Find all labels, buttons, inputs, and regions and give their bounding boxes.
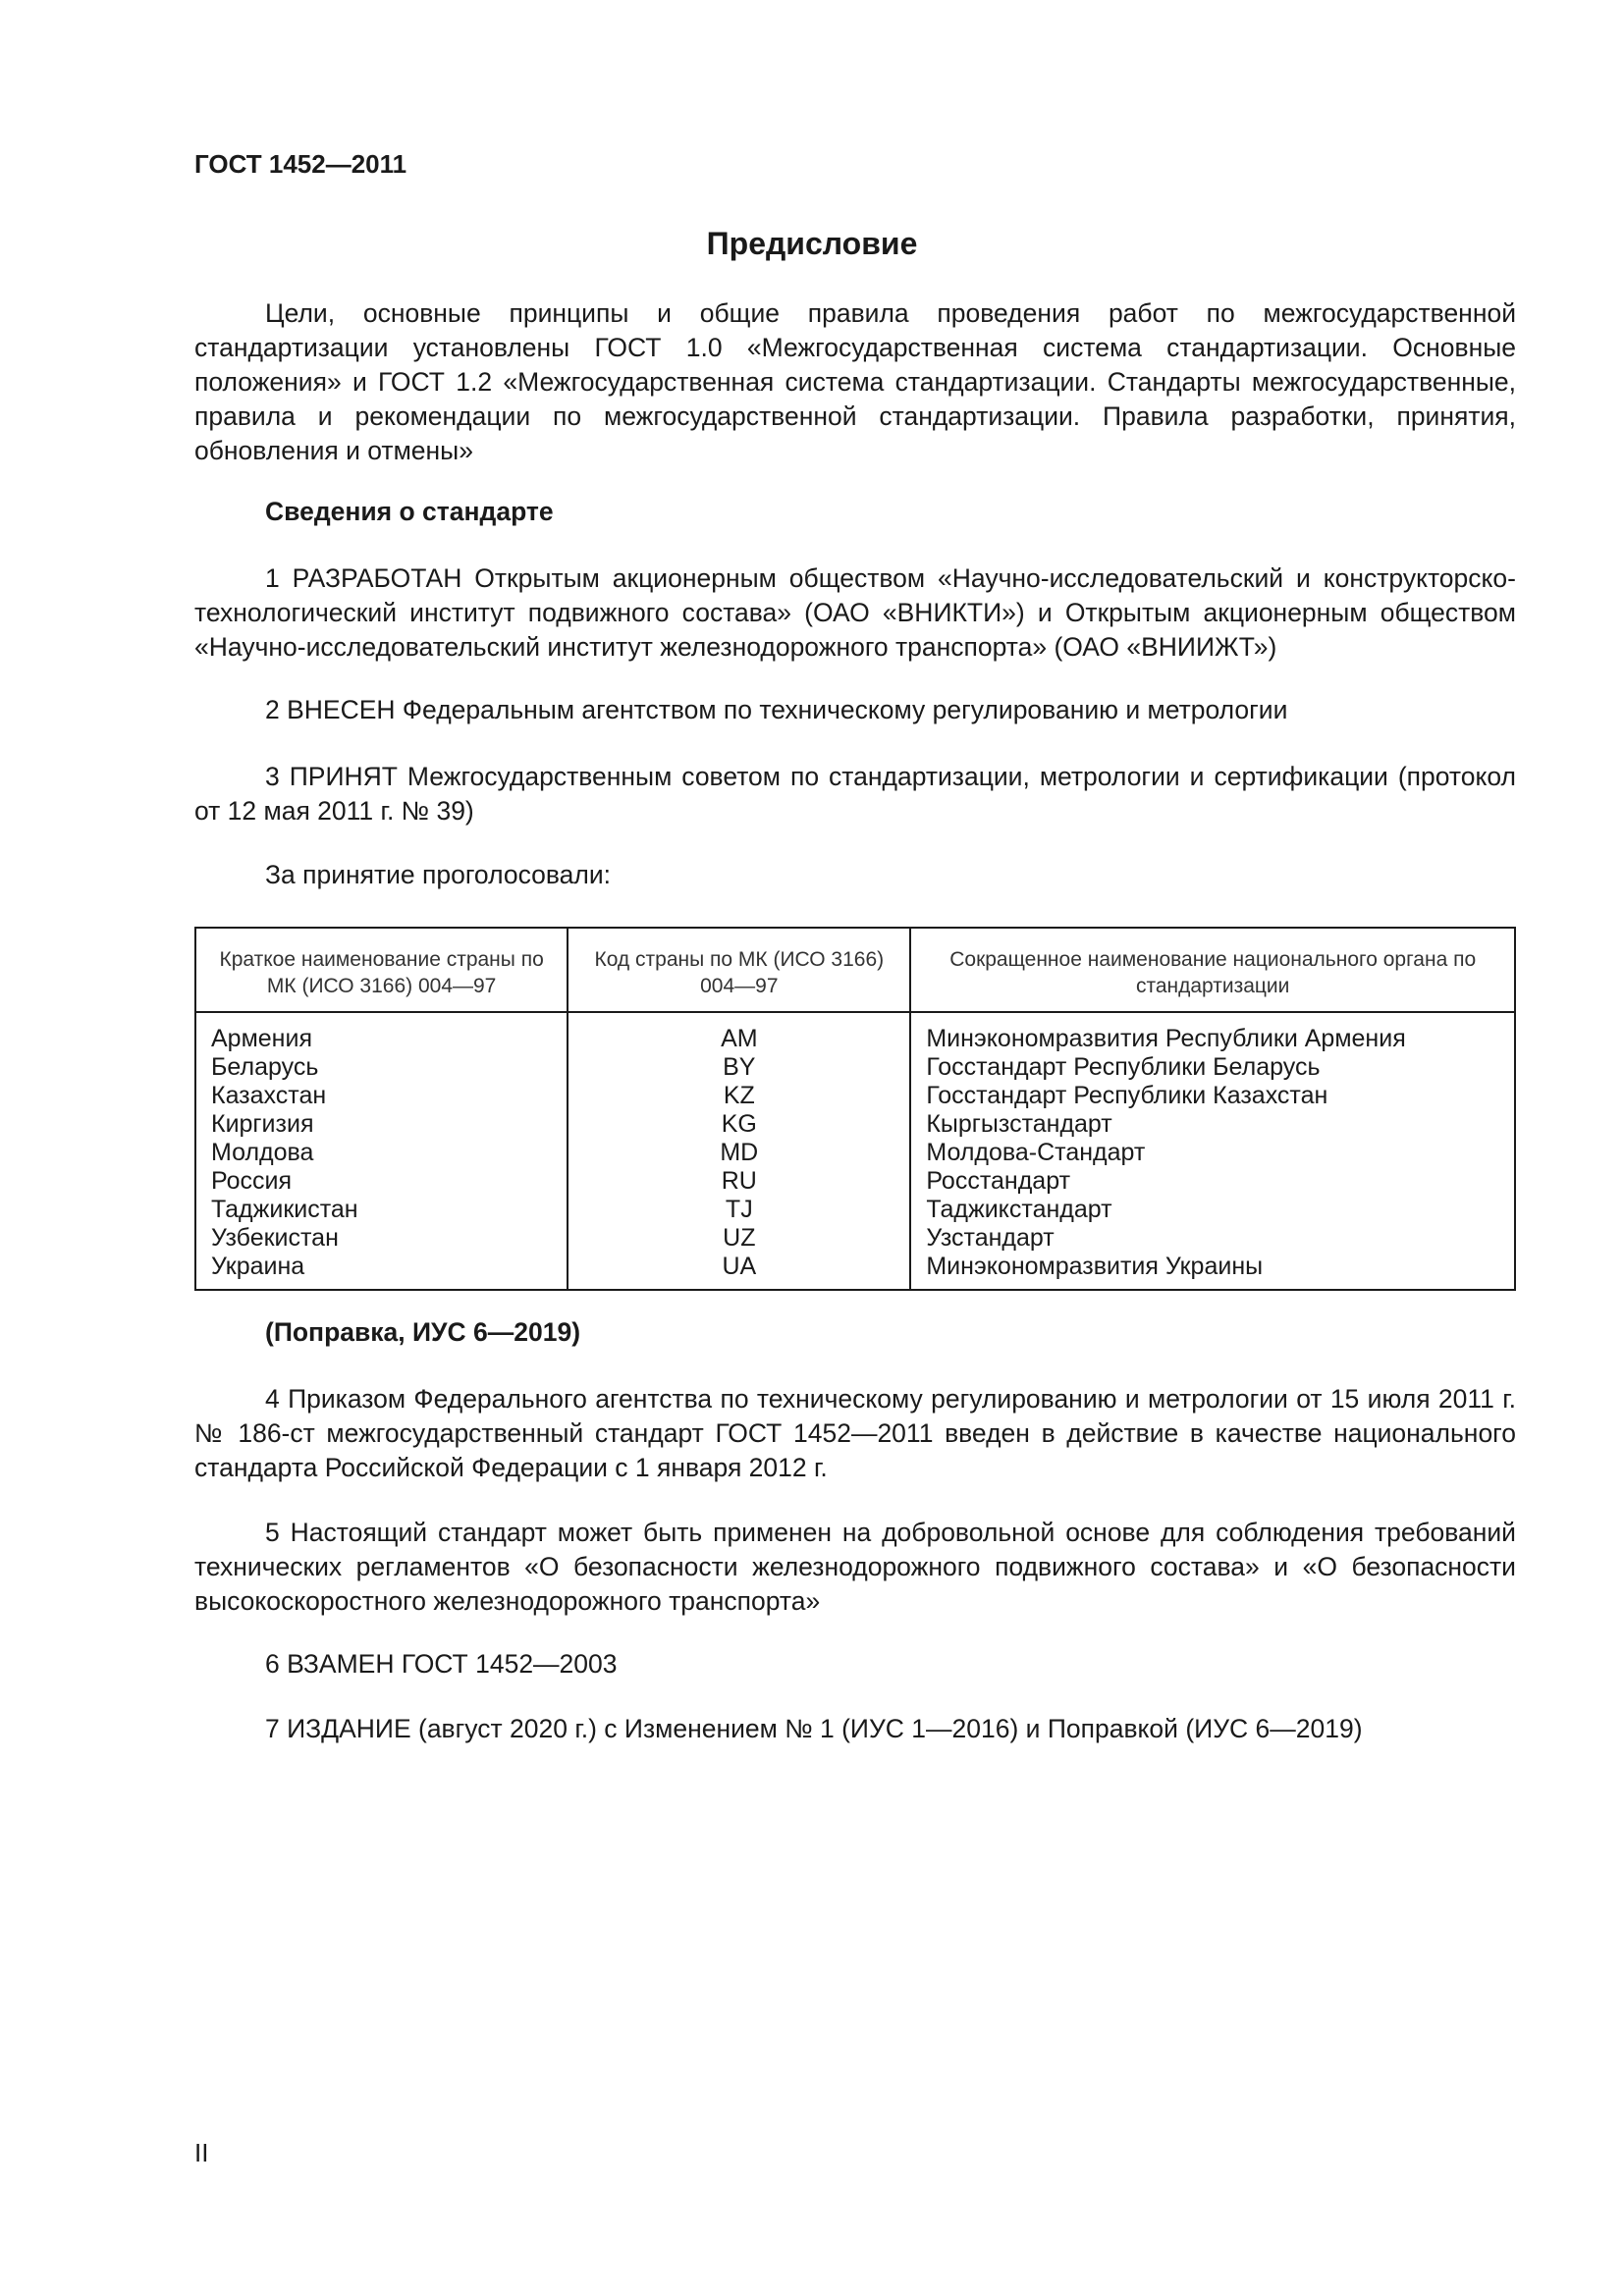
body-cell: Молдова-Стандарт xyxy=(926,1139,1146,1166)
item1-block xyxy=(194,561,1516,665)
page-number: II xyxy=(194,2138,209,2167)
body-cell: Госстандарт Республики Беларусь xyxy=(926,1053,1321,1081)
item3-paragraph: 3 ПРИНЯТ Межгосударственным советом по стандартизации, метрологии и сертификации (протокол от 12 мая 2011 г. № 39) xyxy=(194,762,1516,826)
item6-paragraph: 6 ВЗАМЕН ГОСТ 1452—2003 xyxy=(265,1649,618,1679)
code-cell: MD xyxy=(720,1139,759,1166)
body-cell: Минэкономразвития Республики Армения xyxy=(926,1025,1406,1052)
body-cell: Росстандарт xyxy=(926,1167,1071,1195)
item7-paragraph: 7 ИЗДАНИЕ (август 2020 г.) с Изменением № 1 (ИУС 1—2016) и Поправкой (ИУС 6—2019) xyxy=(265,1714,1363,1743)
column-header-country: Краткое наименование страны по МК (ИСО 3166) 004—97 xyxy=(195,928,568,1012)
code-cell: KG xyxy=(721,1110,757,1138)
body-cell: Узстандарт xyxy=(926,1224,1055,1252)
item1-paragraph: 1 РАЗРАБОТАН Открытым акционерным обществом «Научно-исследовательский и конструкторско-технологический институт подвижного состава» (ОАО «ВНИКТИ») и Открытым акционерным обществом «Научно-исследовательский институт железнодорожного транспорта» (ОАО «ВНИИЖТ») xyxy=(194,563,1516,662)
code-cell: RU xyxy=(721,1167,757,1195)
country-cell: Таджикистан xyxy=(211,1196,358,1223)
country-cell: Беларусь xyxy=(211,1053,319,1081)
document-header: ГОСТ 1452—2011 xyxy=(194,149,407,179)
code-cell: UA xyxy=(722,1253,757,1280)
item5-block xyxy=(194,1516,1516,1619)
body-cell: Таджикстандарт xyxy=(926,1196,1112,1223)
countries-table xyxy=(194,927,1516,1291)
body-cell: Минэкономразвития Украины xyxy=(926,1253,1264,1280)
code-cell: AM xyxy=(721,1025,758,1052)
code-cell: TJ xyxy=(725,1196,753,1223)
country-cell: Украина xyxy=(211,1253,305,1280)
country-cell: Киргизия xyxy=(211,1110,314,1138)
code-cell: KZ xyxy=(723,1082,755,1109)
country-cell: Россия xyxy=(211,1167,292,1195)
code-cell: BY xyxy=(723,1053,756,1081)
item4-paragraph: 4 Приказом Федерального агентства по техническому регулированию и метрологии от 15 июля 2011 г. № 186-ст межгосударственный стандарт ГОСТ 1452—2011 введен в действие в качестве национального стандарта Российской Федерации с 1 января 2012 г. xyxy=(194,1384,1516,1482)
info-heading: Сведения о стандарте xyxy=(265,497,554,526)
voted-label: За принятие проголосовали: xyxy=(265,860,612,889)
item5-paragraph: 5 Настоящий стандарт может быть применен на добровольной основе для соблюдения требований технических регламентов «О безопасности железнодорожного подвижного состава» и «О безопасности высокоскоростного железнодорожного транспорта» xyxy=(194,1518,1516,1616)
column-header-body: Сокращенное наименование национального органа по стандартизации xyxy=(910,928,1515,1012)
country-cell: Казахстан xyxy=(211,1082,327,1109)
country-cell: Молдова xyxy=(211,1139,314,1166)
intro-paragraph-block xyxy=(194,296,1516,468)
country-cell: Армения xyxy=(211,1025,312,1052)
body-column xyxy=(910,1012,1515,1290)
body-cell: Кыргызстандарт xyxy=(926,1110,1112,1138)
body-cell: Госстандарт Республики Казахстан xyxy=(926,1082,1328,1109)
item4-block xyxy=(194,1382,1516,1485)
country-cell: Узбекистан xyxy=(211,1224,339,1252)
intro-paragraph: Цели, основные принципы и общие правила проведения работ по межгосударственной стандартизации установлены ГОСТ 1.0 «Межгосударственная система стандартизации. Основные положения» и ГОСТ 1.2 «Межгосударственная система стандартизации. Стандарты межгосударственные, правила и рекомендации по межгосударственной стандартизации. Правила разработки, принятия, обновления и отмены» xyxy=(194,298,1516,465)
item3-block xyxy=(194,760,1516,828)
code-column xyxy=(568,1012,910,1290)
page-title: Предисловие xyxy=(706,226,918,261)
amendment-note: (Поправка, ИУС 6—2019) xyxy=(265,1317,581,1347)
column-header-code: Код страны по МК (ИСО 3166) 004—97 xyxy=(568,928,910,1012)
table-body-row xyxy=(195,1012,1515,1290)
code-cell: UZ xyxy=(723,1224,756,1252)
country-column xyxy=(195,1012,568,1290)
table-header-row xyxy=(195,928,1515,1012)
item2-paragraph: 2 ВНЕСЕН Федеральным агентством по техническому регулированию и метрологии xyxy=(265,695,1288,724)
